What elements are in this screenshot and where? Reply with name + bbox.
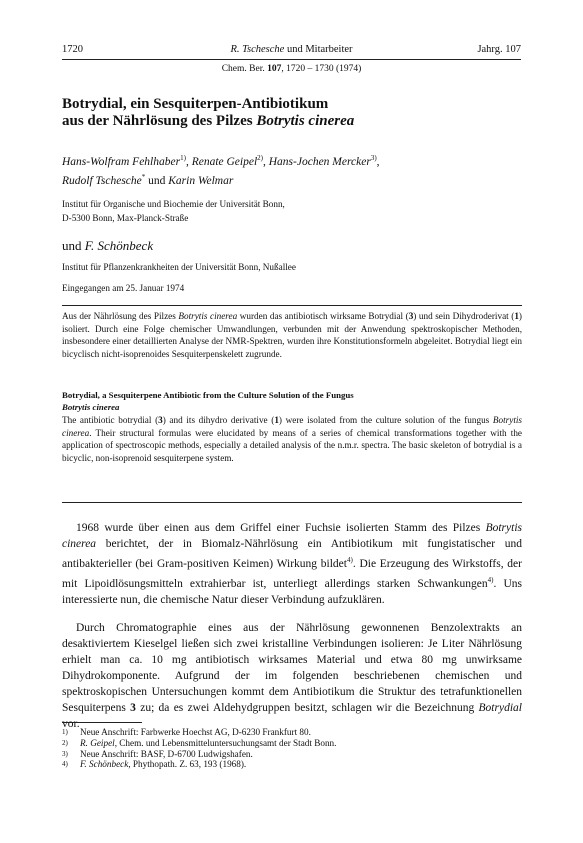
abstract-bottom-rule (62, 502, 522, 503)
abstract-german (62, 310, 522, 360)
page-number: 1720 (62, 44, 83, 55)
footnote (62, 749, 522, 760)
body-text: . Uns interessierte nun, die chemische Natur dieser Verbindung aufzuklären. (62, 577, 522, 606)
abstract-text: ) isoliert. Durch eine Folge chemischer Umwandlungen, verbunden mit der Anwendung spektroskopischer Methoden, insbesondere einer detaillierten Analyse der NMR-Spektren, wurden ihre Konstitutionsformeln abgeleitet. Botrydial liegt ein bicyclisch nicht-isoprenoides Sesquiterpenskelett zugrunde. (62, 311, 522, 359)
footnote-number: 1) (62, 728, 68, 736)
body-paragraph-1 (62, 520, 522, 608)
footnote-number: 3) (62, 749, 68, 758)
abstract-top-rule (62, 305, 522, 306)
footnote-number: 2) (62, 738, 68, 747)
title-line-1: Botrydial, ein Sesquiterpen-Antibiotikum (62, 96, 329, 112)
institution-2: Institut für Pflanzenkrankheiten der Universität Bonn, Nußallee (62, 262, 296, 272)
body-text: Durch Chromatographie eines aus der Nährlösung gewonnenen Benzolextrakts an desaktiviertem Kieselgel ließen sich zwei kristalline Verbindungen isolieren: Je Liter Nährlösung erhielt man ca. 10 mg antibiotisch wirksames Material und etwa 80 mg unwirksame Dihydrokomponente. Aufgrund der im folgenden beschriebenen chemischen und spektroskopischen Untersuchungen kommt dem Antibiotikum die Struktur des tetrafunktionellen Sesquiterpens (62, 622, 522, 714)
additional-author-name: F. Schönbeck (84, 238, 154, 253)
footnote-ref: 4) (487, 575, 494, 584)
abstract-text: ) were isolated from the culture solution of the fungus (278, 415, 493, 425)
author-mark: 2) (257, 154, 263, 162)
author-name: Renate Geipel (191, 155, 258, 168)
received-date: Eingegangen am 25. Januar 1974 (62, 283, 185, 293)
species-name: Botrytis cinerea (178, 311, 238, 321)
abstract-text: wurden das antibiotisch wirksame Botrydial ( (237, 311, 409, 321)
abstract-text: The antibiotic botrydial ( (62, 415, 159, 425)
body-text: . Die Erzeugung des Wirkstoffs, der mit Lipoidlösungsmitteln extrahierbar ist, unterliegt allerdings starken Schwankungen (62, 557, 522, 590)
author-name: Rudolf Tschesche (62, 174, 142, 187)
header-rule (62, 59, 521, 60)
title-line-2-prefix: aus der Nährlösung des Pilzes (62, 113, 257, 129)
footnote-rule (62, 722, 142, 723)
footnote (62, 727, 522, 738)
compound-number: 1 (514, 311, 519, 321)
footnote-text: Neue Anschrift: BASF, D-6700 Ludwigshafen. (80, 748, 253, 759)
compound-number: 3 (408, 311, 414, 321)
running-title (62, 44, 521, 55)
and-prefix: und (62, 238, 85, 253)
english-title-line-1: Botrydial, a Sesquiterpene Antibiotic from the Culture Solution of the Fungus (62, 390, 354, 400)
footnote-name: F. Schönbeck (80, 759, 129, 770)
author-name: Karin Welmar (168, 174, 234, 187)
author-separator: , (263, 155, 269, 168)
footnotes (62, 727, 522, 770)
body-text: zu; da es zwei Aldehydgruppen besitzt, schlagen wir die Bezeichnung (135, 702, 479, 714)
author-list (62, 151, 532, 189)
institution-1 (62, 197, 532, 225)
english-title (62, 389, 522, 413)
abstract-text: . Their structural formulas were elucidated by means of a series of chemical transformations together with the application of spectroscopic methods, especially a detailed analysis of the n.m.r. spectra. The basic skeleton of botrydial is a bicyclic, non-isoprenoid sesquiterpene system. (62, 427, 522, 463)
species-name: Botrytis cinerea (62, 415, 522, 438)
footnote-ref: 4) (346, 556, 353, 564)
body-text: 1968 wurde über einen aus dem Griffel einer Fuchsie isolierten Stamm des Pilzes (76, 522, 486, 534)
author-name: Hans-Wolfram Fehlhaber (62, 155, 181, 168)
citation-volume: 107 (267, 64, 282, 74)
footnote-name: R. Geipel (80, 737, 115, 748)
footnote-text: , Chem. und Lebensmitteluntersuchungsamt der Stadt Bonn. (114, 737, 337, 748)
institution-1-line-1: Institut für Organische und Biochemie der Universität Bonn, (62, 199, 285, 209)
footnote-number: 4) (62, 760, 68, 769)
citation-pages: , 1720 – 1730 (1974) (281, 64, 362, 74)
running-author-suffix: und Mitarbeiter (284, 44, 353, 55)
abstract-text: Aus der Nährlösung des Pilzes (62, 311, 179, 321)
abstract-text: ) and its dihydro derivative ( (162, 415, 275, 425)
volume-label: Jahrg. 107 (477, 44, 521, 55)
footnote (62, 759, 522, 770)
body-text: berichtet, der in Biomalz-Nährlösung ein Antibiotikum mit fungistatischer und antibakterieller (bei Gram-positiven Keimen) Wirkung bildet (62, 538, 522, 570)
author-separator: und (145, 174, 169, 187)
author-separator: , (376, 155, 380, 168)
running-header (62, 44, 521, 58)
compound-number: 3 (130, 702, 136, 714)
footnote-text: , Phythopath. Z. 63, 193 (1968). (128, 759, 247, 770)
species-name: Botrytis cinerea (62, 522, 522, 550)
institution-1-line-2: D-5300 Bonn, Max-Planck-Straße (62, 213, 189, 223)
author-mark: 3) (370, 154, 377, 162)
abstract-english (62, 414, 522, 464)
compound-number: 3 (158, 415, 163, 425)
additional-author (62, 238, 153, 254)
running-author: R. Tschesche (230, 44, 285, 55)
article-title (62, 96, 532, 130)
compound-name: Botrydial (478, 702, 522, 714)
citation (62, 64, 521, 74)
title-line-2-italic: Botrytis cinerea (256, 113, 355, 129)
compound-number: 1 (274, 415, 279, 425)
footnote-text: Neue Anschrift: Farbwerke Hoechst AG, D-6230 Frankfurt 80. (80, 727, 311, 737)
author-name: Hans-Jochen Mercker (268, 155, 371, 168)
author-separator: , (185, 155, 192, 168)
author-mark: * (141, 172, 146, 181)
author-mark: 1) (180, 154, 186, 162)
body-paragraph-2 (62, 620, 522, 732)
abstract-text: ) und sein Dihydroderivat ( (413, 311, 515, 321)
english-title-line-2: Botrytis cinerea (62, 402, 120, 412)
body-text: vor. (62, 718, 80, 730)
footnote (62, 738, 522, 749)
citation-journal: Chem. Ber. (221, 64, 268, 74)
